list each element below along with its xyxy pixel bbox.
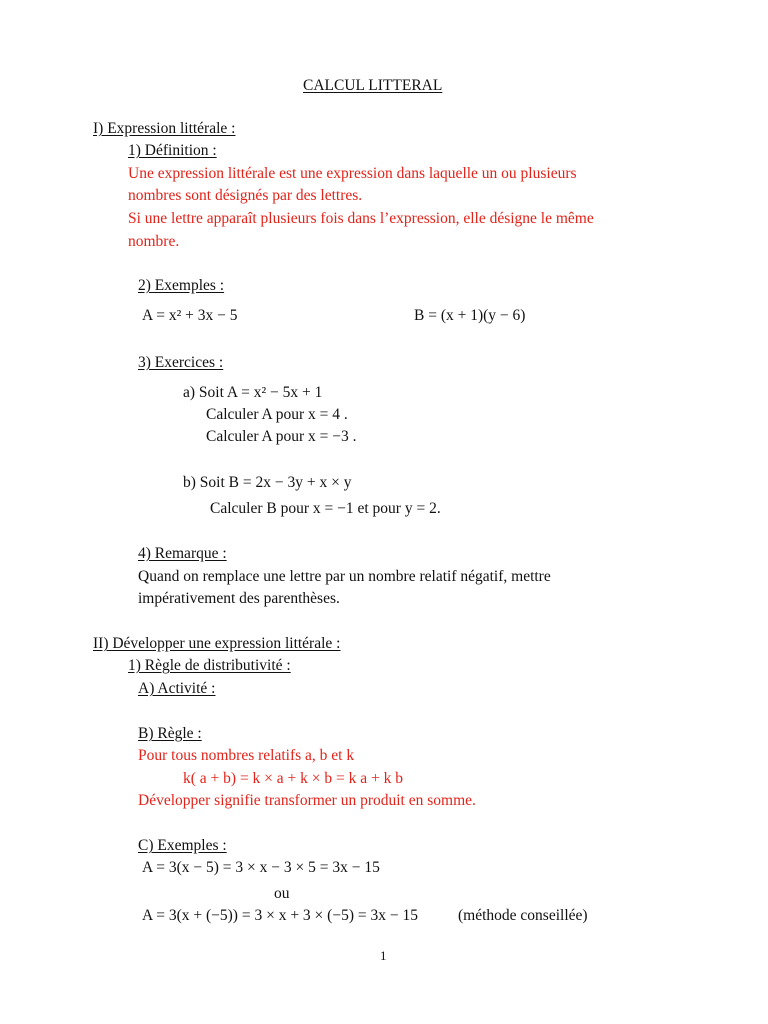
remark-line-2: impérativement des parenthèses.: [138, 590, 340, 607]
remark-line-1: Quand on remplace une lettre par un nombre relatif négatif, mettre: [138, 568, 551, 585]
rule-heading: B) Règle :: [138, 725, 202, 742]
exercise-b-statement: b) Soit B = 2x − 3y + x × y: [183, 474, 352, 491]
rule-formula: k( a + b) = k × a + k × b = k a + k b: [183, 770, 404, 787]
examples-2-heading: C) Exemples :: [138, 837, 227, 854]
rule-line-3: Développer signifie transformer un produit en somme.: [138, 792, 476, 809]
activity-heading: A) Activité :: [138, 680, 216, 697]
page-title: CALCUL LITTERAL: [303, 77, 443, 94]
exercise-a-calc-2: Calculer A pour x = −3 .: [206, 428, 357, 445]
definition-line-4: nombre.: [128, 233, 180, 250]
distributivity-heading: 1) Règle de distributivité :: [128, 657, 291, 674]
example-a-expression: A = x² + 3x − 5: [142, 307, 238, 324]
remark-heading: 4) Remarque :: [138, 545, 227, 562]
section-1-heading: I) Expression littérale :: [93, 120, 236, 137]
section-2-heading: II) Développer une expression littérale :: [93, 635, 341, 652]
definition-line-3: Si une lettre apparaît plusieurs fois dans l’expression, elle désigne le même: [128, 210, 594, 227]
example-2-line-1: A = 3(x − 5) = 3 × x − 3 × 5 = 3x − 15: [142, 859, 380, 876]
exercise-a-statement: a) Soit A = x² − 5x + 1: [183, 384, 323, 401]
page-number: 1: [380, 948, 387, 963]
example-2-line-2: A = 3(x + (−5)) = 3 × x + 3 × (−5) = 3x − 15: [142, 907, 418, 924]
exercise-a-calc-1: Calculer A pour x = 4 .: [206, 406, 348, 423]
exercise-b-calc: Calculer B pour x = −1 et pour y = 2.: [210, 500, 441, 517]
example-2-note: (méthode conseillée): [458, 907, 588, 924]
exercises-heading: 3) Exercices :: [138, 354, 224, 371]
example-b-expression: B = (x + 1)(y − 6): [414, 307, 526, 324]
definition-line-1: Une expression littérale est une expression dans laquelle un ou plusieurs: [128, 165, 577, 182]
definition-heading: 1) Définition :: [128, 142, 217, 159]
rule-line-1: Pour tous nombres relatifs a, b et k: [138, 747, 355, 764]
example-2-or: ou: [274, 885, 290, 902]
definition-line-2: nombres sont désignés par des lettres.: [128, 187, 363, 204]
examples-heading: 2) Exemples :: [138, 277, 225, 294]
